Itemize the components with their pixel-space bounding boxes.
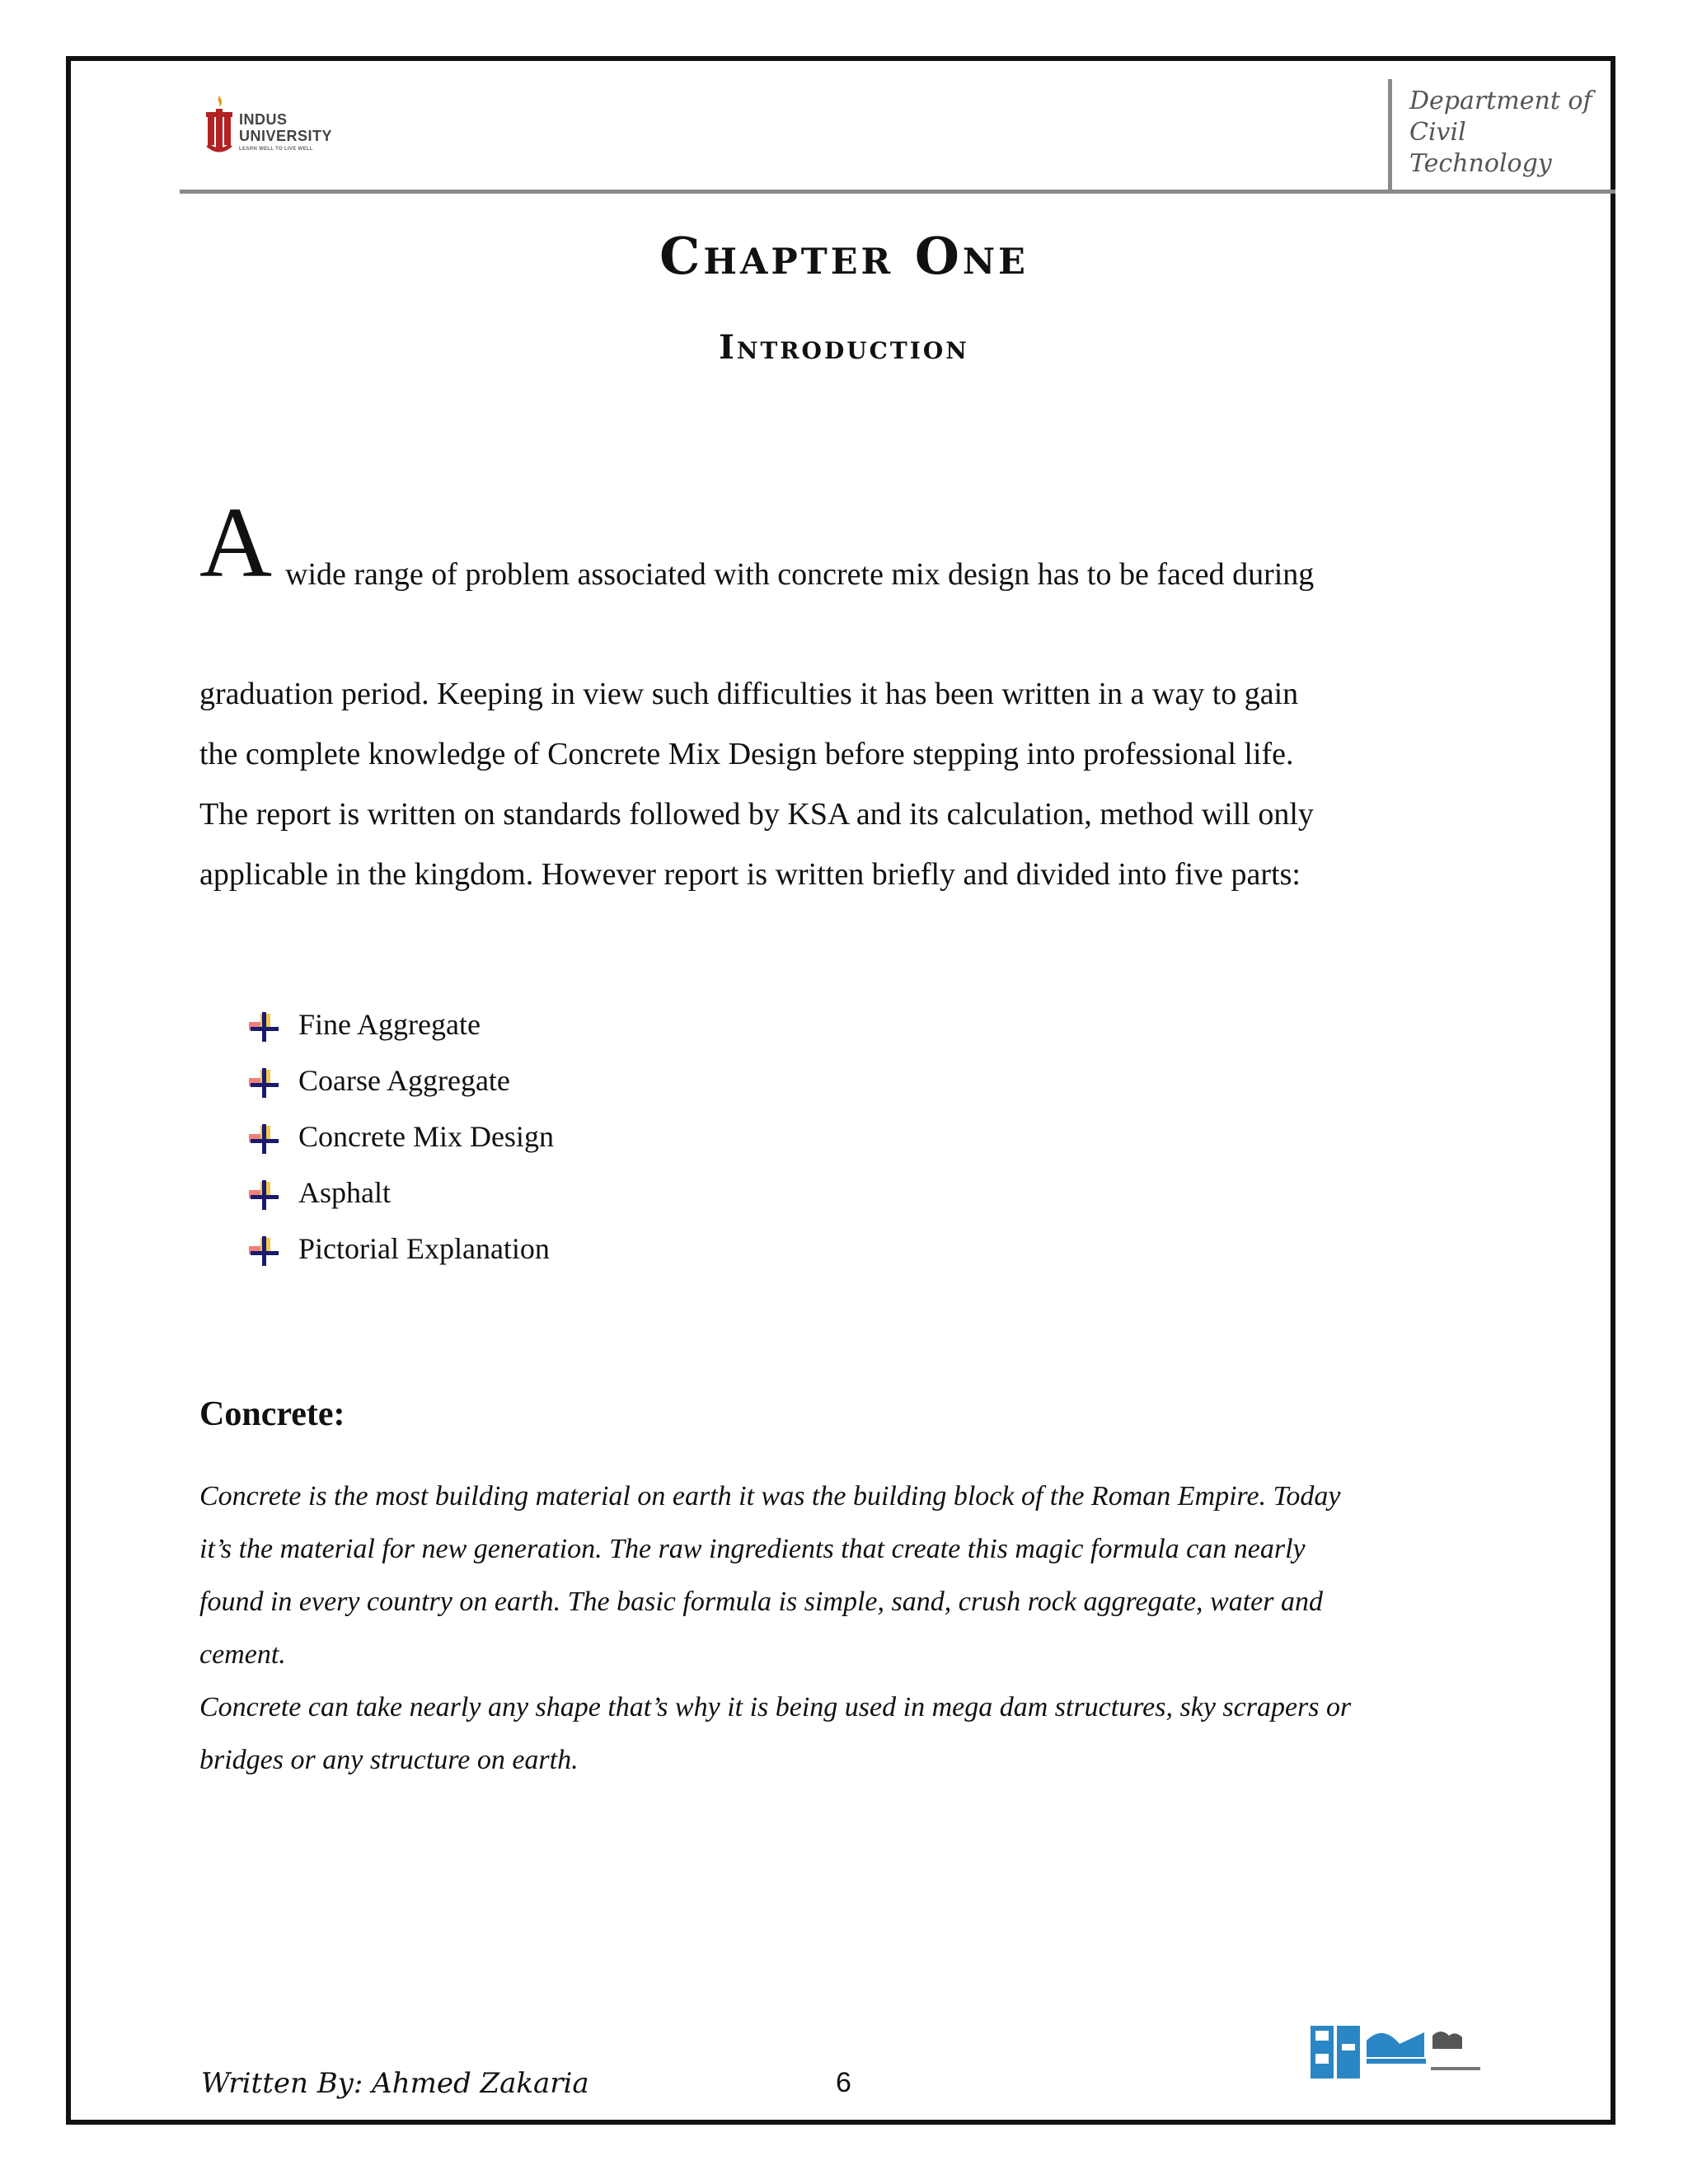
- concrete-paragraph: [199, 1470, 1518, 1787]
- chapter-title: Chapter One: [659, 226, 1029, 286]
- concrete-line: it’s the material for new generation. The raw ingredients that create this magic formula can nearly: [199, 1534, 1306, 1564]
- indus-university-logo: [201, 92, 358, 157]
- logo-tagline: LEARN WELL TO LIVE WELL: [239, 147, 313, 152]
- concrete-line: Concrete is the most building material on earth it was the building block of the Roman Empire. Today: [199, 1481, 1341, 1511]
- page-number: 6: [836, 2067, 851, 2098]
- intro-line: The report is written on standards followed by KSA and its calculation, method will only: [199, 797, 1314, 832]
- intro-first-line: wide range of problem associated with concrete mix design has to be faced during: [285, 557, 1315, 592]
- section-heading: Concrete:: [199, 1395, 345, 1433]
- department-line: Department of: [1409, 87, 1592, 115]
- logo-text-line1: INDUS: [239, 111, 288, 128]
- department-label: [1409, 86, 1607, 180]
- bullet-plus-icon: [247, 1066, 284, 1099]
- bullet-plus-icon: [247, 1122, 284, 1155]
- concrete-line: Concrete can take nearly any shape that’s why it is being used in mega dam structures, sky scrapers or: [199, 1692, 1352, 1722]
- chapter-subtitle: Introduction: [719, 328, 969, 367]
- list-item-label: Asphalt: [298, 1176, 391, 1209]
- concrete-line: cement.: [199, 1639, 286, 1670]
- list-item-label: Concrete Mix Design: [298, 1120, 554, 1153]
- intro-line: graduation period. Keeping in view such difficulties it has been written in a way to gain: [199, 677, 1299, 711]
- intro-line: applicable in the kingdom. However report is written briefly and divided into five parts:: [199, 857, 1301, 892]
- bullet-plus-icon: [247, 1179, 284, 1212]
- footer-author: Written By: Ahmed Zakaria: [201, 2067, 589, 2100]
- concrete-line: bridges or any structure on earth.: [199, 1745, 579, 1775]
- department-line: Civil: [1409, 118, 1466, 147]
- header-rule: [180, 190, 1615, 194]
- bullet-plus-icon: [247, 1010, 284, 1043]
- bullet-plus-icon: [247, 1235, 284, 1268]
- department-line: Technology: [1409, 149, 1552, 178]
- intro-paragraph: [199, 664, 1485, 905]
- concrete-line: found in every country on earth. The basic formula is simple, sand, crush rock aggregate, water and: [199, 1586, 1323, 1617]
- drop-cap: A: [199, 487, 273, 598]
- company-logo: [1309, 2008, 1495, 2098]
- list-item-label: Pictorial Explanation: [298, 1232, 550, 1265]
- intro-line: the complete knowledge of Concrete Mix Design before stepping into professional life.: [199, 737, 1294, 771]
- list-item-label: Fine Aggregate: [298, 1008, 481, 1041]
- university-emblem-icon: [201, 92, 237, 157]
- alharamain-logo-icon: [1309, 2008, 1495, 2098]
- list-item-label: Coarse Aggregate: [298, 1064, 510, 1097]
- logo-text-line2: UNIVERSITY: [239, 128, 333, 144]
- header-divider: [1388, 79, 1392, 193]
